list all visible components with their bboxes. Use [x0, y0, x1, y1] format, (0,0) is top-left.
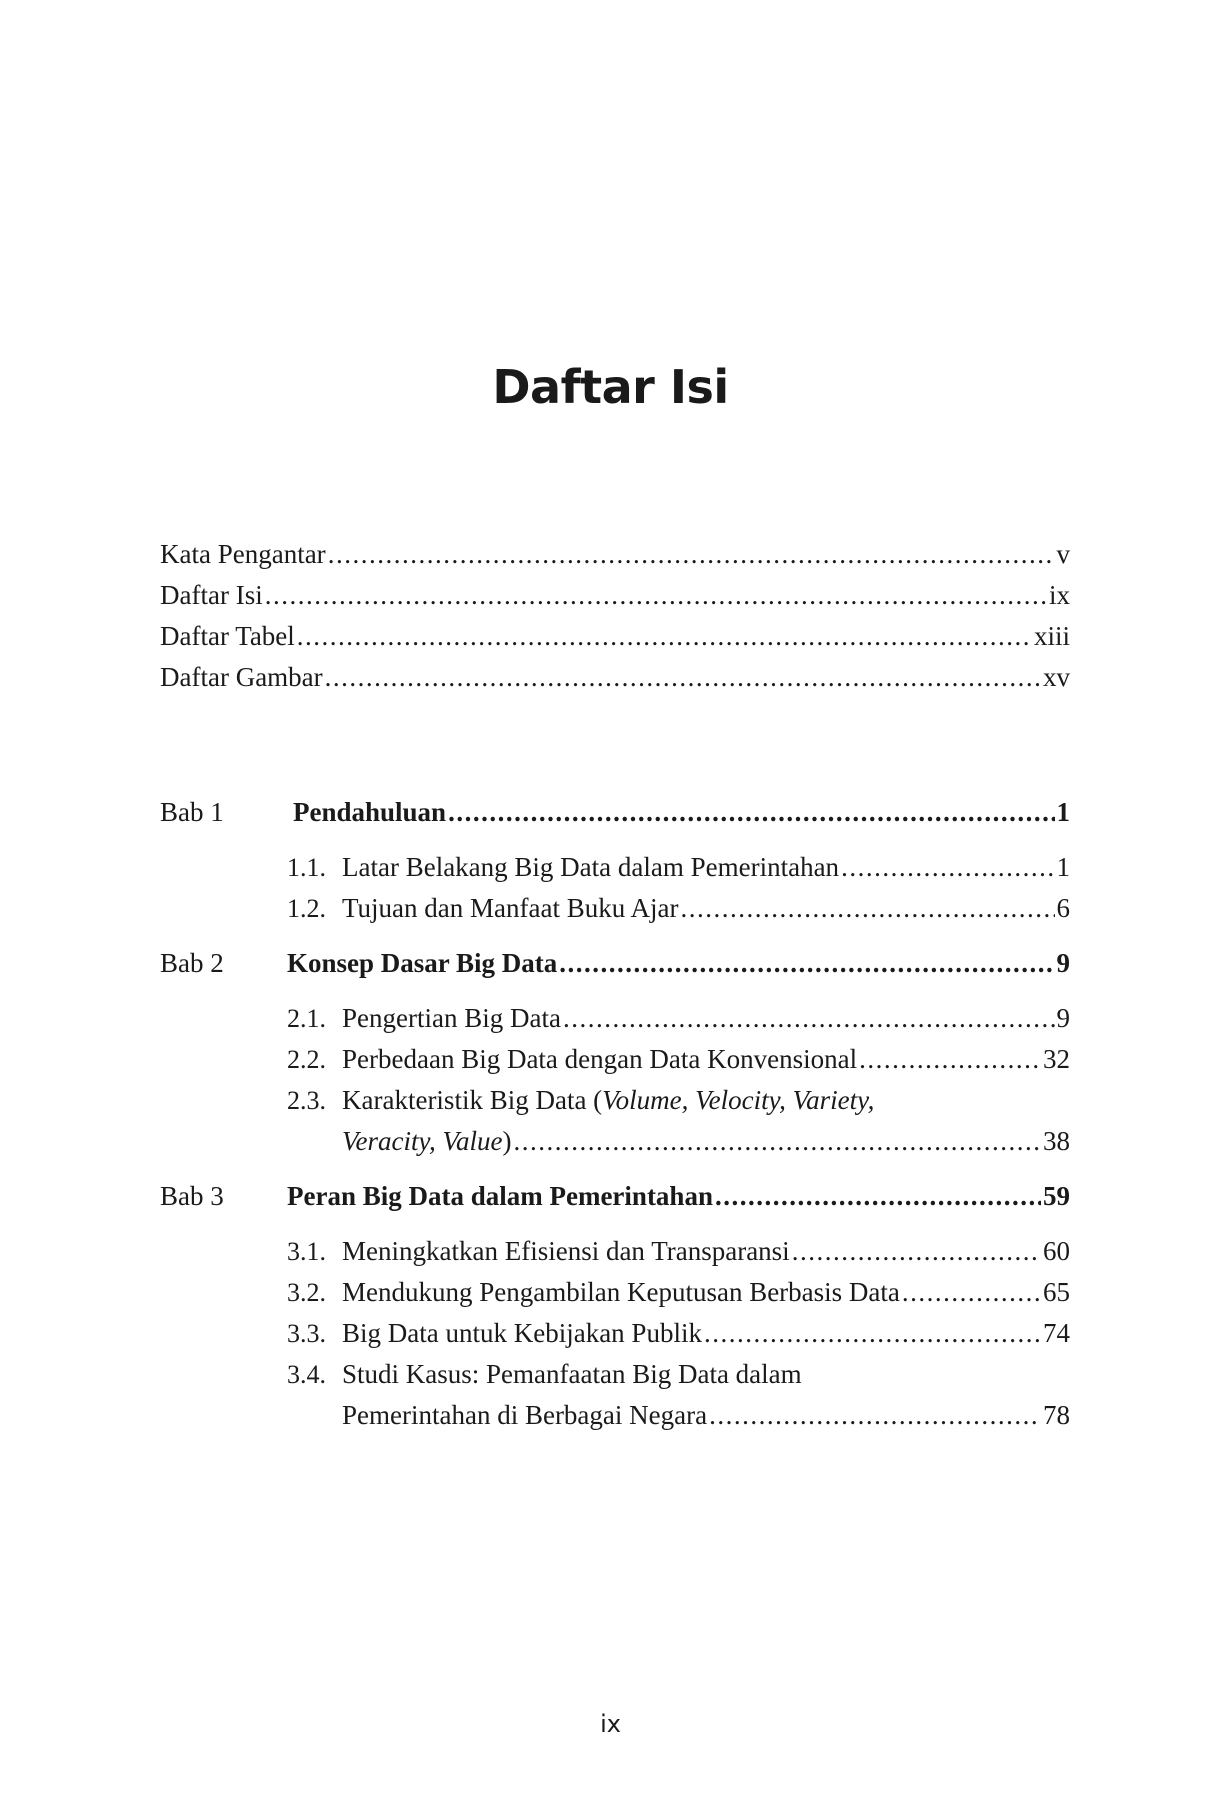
section-entry-continuation[interactable]	[342, 1124, 1070, 1158]
leader-dots	[902, 1275, 1041, 1309]
leader-dots	[325, 660, 1041, 694]
leader-dots	[680, 891, 1054, 925]
section-title: Perbedaan Big Data dengan Data Konvensional	[342, 1044, 858, 1074]
page-number-footer: ix	[600, 1710, 621, 1738]
section-title-continuation	[342, 1124, 511, 1158]
section-title	[342, 1083, 874, 1117]
section-title: Tujuan dan Manfaat Buku Ajar	[342, 893, 679, 923]
toc-entry[interactable]	[160, 660, 1070, 694]
chapter-entry[interactable]	[160, 1179, 1070, 1213]
section-entry[interactable]	[287, 1357, 1070, 1391]
section-page: 65	[1043, 1277, 1070, 1307]
leader-dots	[792, 1234, 1041, 1268]
section-page: 60	[1043, 1236, 1070, 1266]
toc-entry-page: xv	[1043, 662, 1070, 692]
section-number: 2.3.	[287, 1086, 326, 1115]
section-page: 38	[1043, 1126, 1070, 1156]
section-entry[interactable]	[287, 1275, 1070, 1309]
section-number: 3.3.	[287, 1319, 326, 1348]
section-entry[interactable]	[287, 850, 1070, 884]
section-page: 78	[1043, 1400, 1070, 1430]
chapter-page: 1	[1056, 797, 1070, 827]
section-entry[interactable]	[287, 1001, 1070, 1035]
section-entry[interactable]	[287, 1316, 1070, 1350]
section-entry[interactable]	[287, 1042, 1070, 1076]
chapter-title: Konsep Dasar Big Data	[287, 948, 558, 978]
section-title-text: Karakteristik Big Data (	[342, 1085, 603, 1115]
leader-dots	[715, 1179, 1041, 1213]
section-title: Mendukung Pengambilan Keputusan Berbasis Data	[342, 1277, 900, 1307]
toc-entry-label: Kata Pengantar	[160, 539, 326, 569]
toc-entry[interactable]	[160, 578, 1070, 612]
toc-entry-label: Daftar Gambar	[160, 662, 323, 692]
section-number: 2.2.	[287, 1045, 326, 1074]
section-number: 2.1.	[287, 1004, 326, 1033]
leader-dots	[859, 1042, 1041, 1076]
section-page: 74	[1043, 1318, 1070, 1348]
section-number: 3.1.	[287, 1237, 326, 1266]
leader-dots	[709, 1398, 1041, 1432]
chapter-entry[interactable]	[160, 946, 1070, 980]
section-page: 9	[1056, 1003, 1070, 1033]
chapter-number: Bab 2	[160, 948, 224, 978]
section-title: Studi Kasus: Pemanfaatan Big Data dalam	[342, 1359, 802, 1389]
leader-dots	[563, 1001, 1055, 1035]
page-title: Daftar Isi	[492, 360, 729, 414]
chapter-title: Peran Big Data dalam Pemerintahan	[287, 1181, 713, 1211]
chapter-page: 59	[1043, 1181, 1070, 1211]
section-number: 3.2.	[287, 1278, 326, 1307]
leader-dots	[448, 795, 1054, 829]
section-entry[interactable]	[287, 1234, 1070, 1268]
toc-entry-page: v	[1056, 539, 1070, 569]
section-title: Meningkatkan Efisiensi dan Transparansi	[342, 1236, 790, 1266]
section-entry[interactable]	[287, 1083, 1070, 1117]
section-title-text: )	[502, 1126, 512, 1156]
section-title-continuation: Pemerintahan di Berbagai Negara	[342, 1400, 708, 1430]
section-title: Latar Belakang Big Data dalam Pemerintahan	[342, 852, 840, 882]
section-title: Big Data untuk Kebijakan Publik	[342, 1318, 702, 1348]
toc-entry-page: ix	[1048, 580, 1070, 610]
section-number: 3.4.	[287, 1360, 326, 1389]
chapter-entry[interactable]	[160, 795, 1070, 829]
chapter-number: Bab 3	[160, 1181, 224, 1211]
section-page: 1	[1056, 852, 1070, 882]
section-page: 6	[1056, 893, 1070, 923]
leader-dots	[328, 537, 1055, 571]
chapter-title: Pendahuluan	[293, 797, 447, 827]
leader-dots	[704, 1316, 1041, 1350]
leader-dots	[559, 946, 1054, 980]
section-title: Pengertian Big Data	[342, 1003, 561, 1033]
toc-entry[interactable]	[160, 537, 1070, 571]
section-number: 1.2.	[287, 894, 326, 923]
chapter-number: Bab 1	[160, 797, 224, 827]
toc-entry[interactable]	[160, 619, 1070, 653]
toc-entry-label: Daftar Tabel	[160, 621, 295, 651]
section-title-italic: Veracity, Value	[342, 1126, 503, 1156]
toc-entry-label: Daftar Isi	[160, 580, 263, 610]
chapter-page: 9	[1056, 948, 1070, 978]
leader-dots	[841, 850, 1054, 884]
section-number: 1.1.	[287, 853, 326, 882]
section-entry-continuation[interactable]	[342, 1398, 1070, 1432]
leader-dots	[297, 619, 1032, 653]
leader-dots	[265, 578, 1047, 612]
section-entry[interactable]	[287, 891, 1070, 925]
section-title-italic: Volume, Velocity, Variety,	[602, 1085, 875, 1115]
leader-dots	[513, 1124, 1041, 1158]
section-page: 32	[1043, 1044, 1070, 1074]
toc-entry-page: xiii	[1033, 621, 1070, 651]
